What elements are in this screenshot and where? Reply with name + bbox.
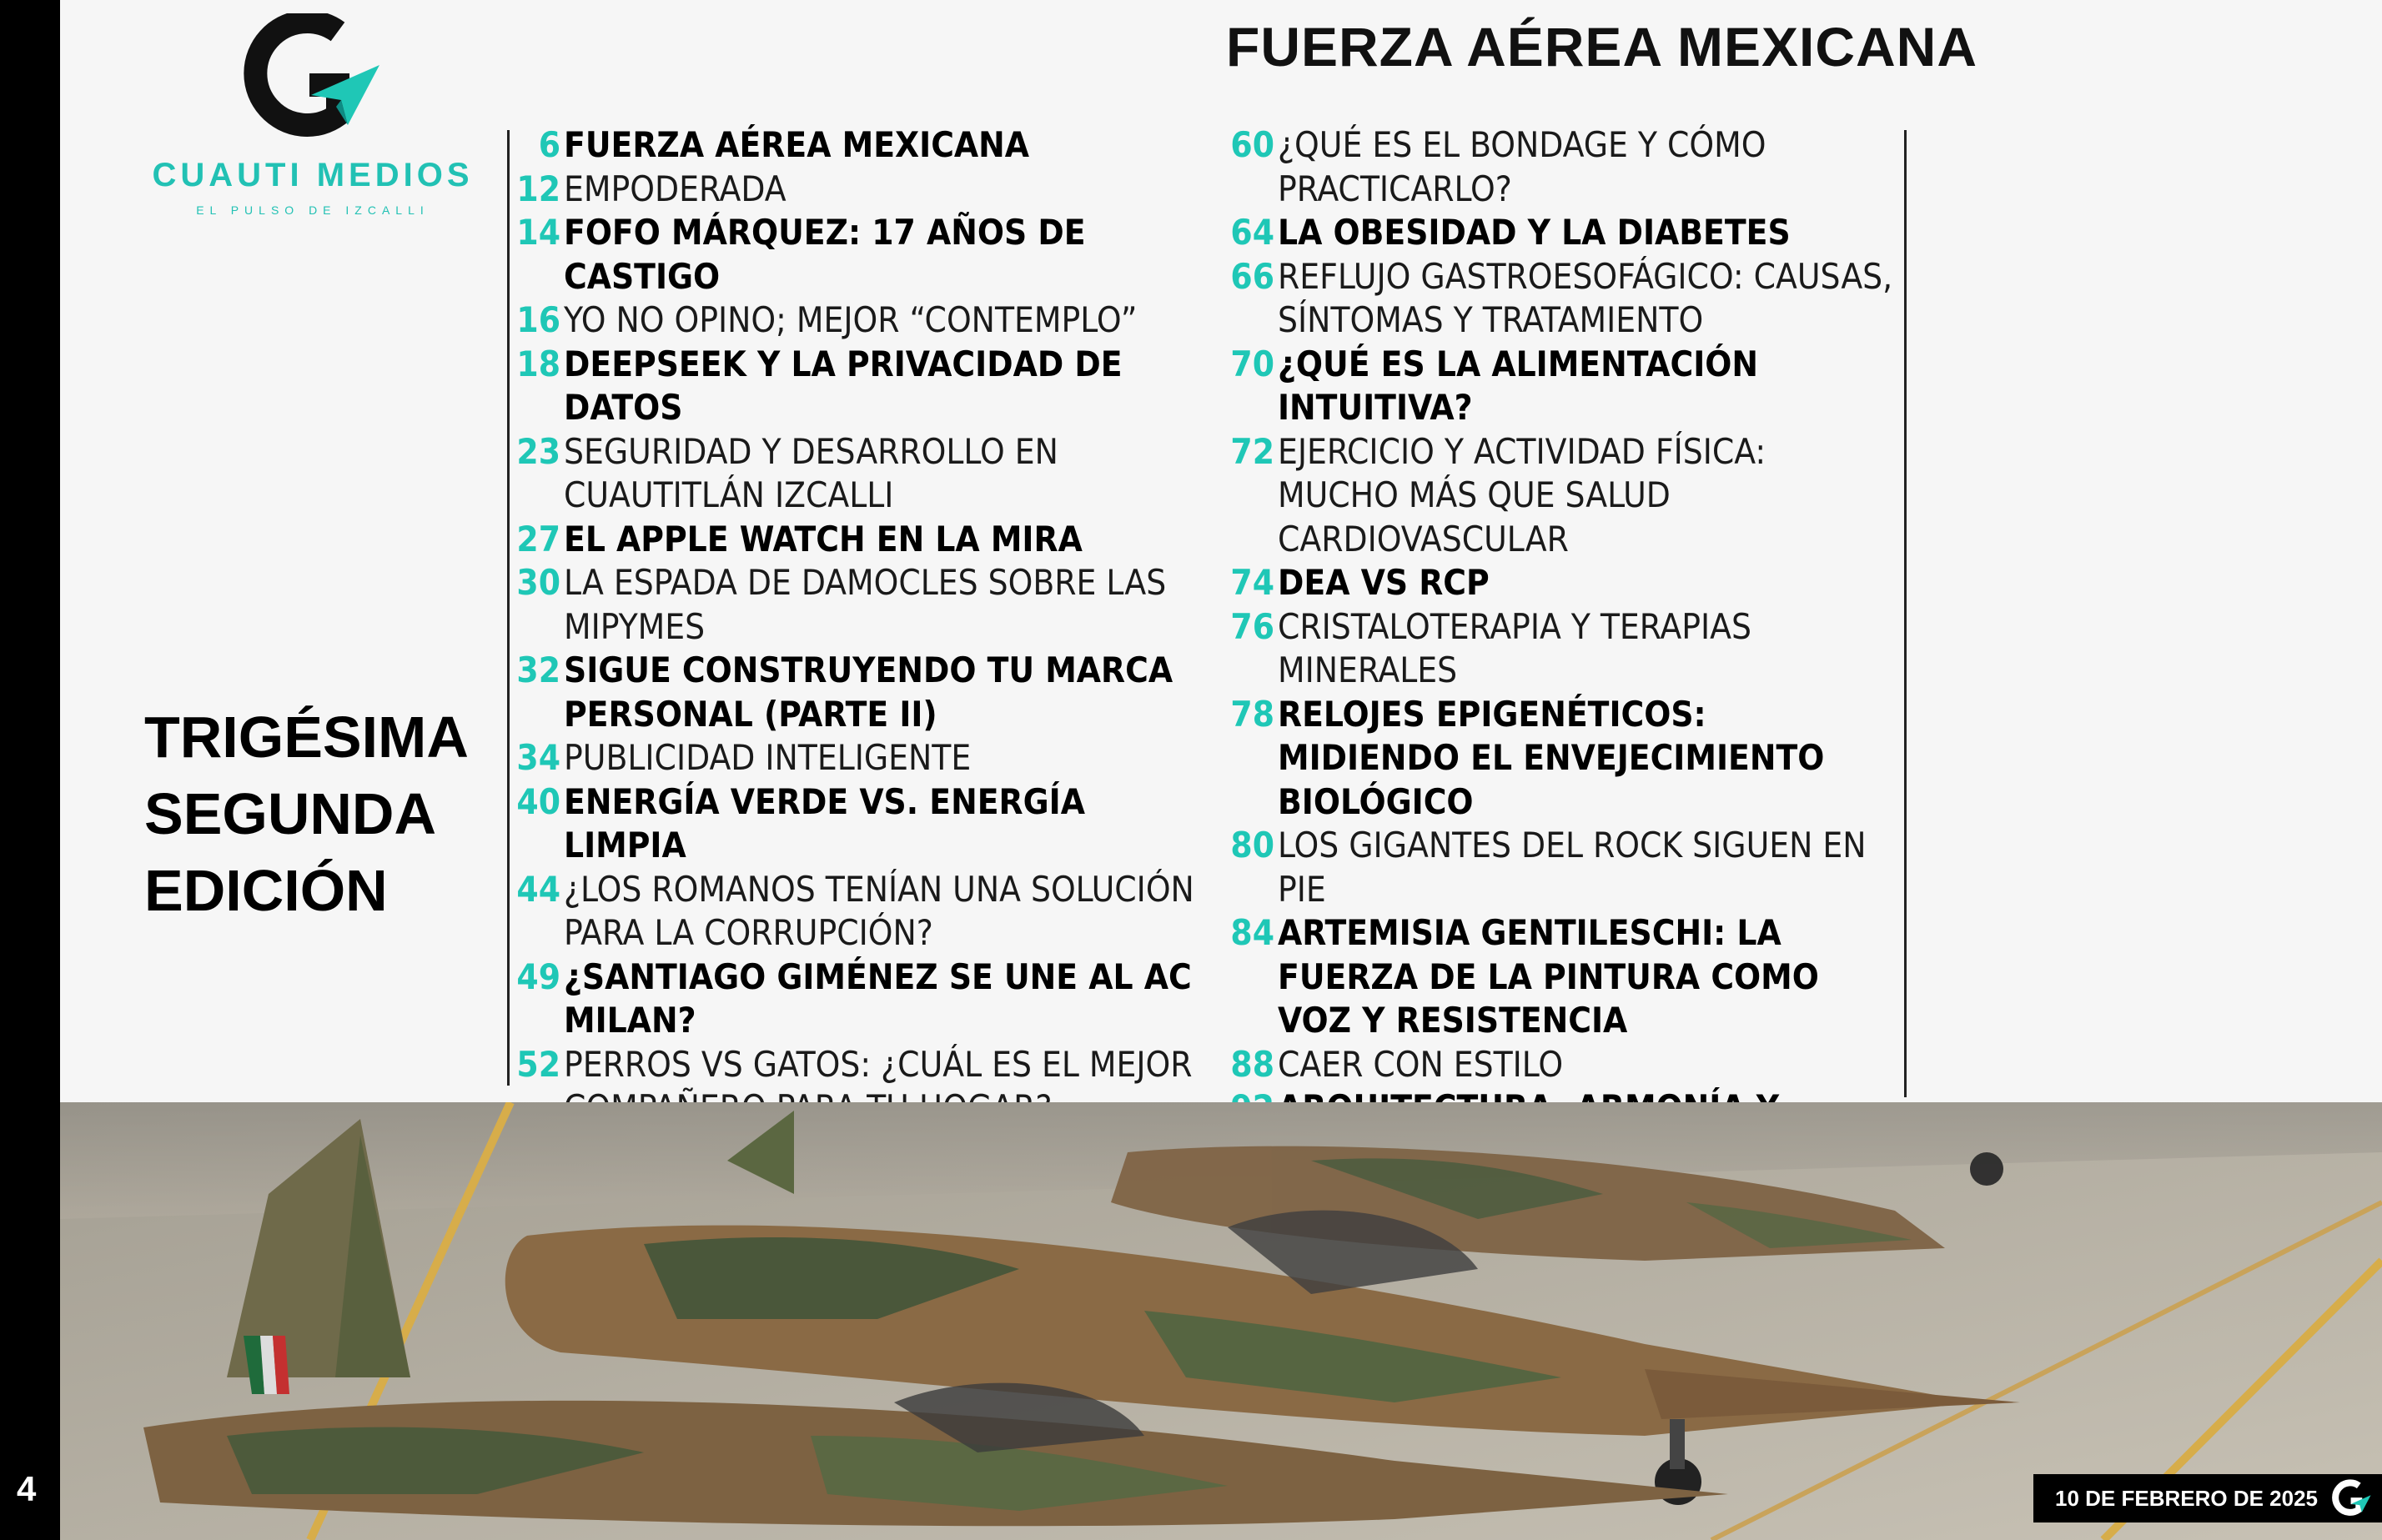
toc-page-number: 27: [516, 518, 560, 559]
toc-entry[interactable]: [1228, 561, 1895, 605]
toc-page-number: 12: [516, 168, 560, 209]
toc-page-number: 52: [516, 1043, 560, 1085]
toc-article-title: EL APPLE WATCH EN LA MIRA: [564, 518, 1083, 559]
toc-page-number: 16: [516, 299, 560, 340]
toc-entry[interactable]: [510, 211, 1206, 298]
page-number: 4: [17, 1469, 37, 1508]
toc-right-column: [1228, 123, 1895, 1262]
toc-page-number: 14: [516, 212, 560, 253]
toc-page-number: 49: [516, 956, 560, 997]
toc-entry[interactable]: [510, 123, 1206, 168]
edition-line: TRIGÉSIMA: [144, 705, 469, 770]
edition-label: [144, 699, 469, 929]
toc-page-number: 76: [1230, 605, 1274, 647]
toc-page-number: 6: [538, 124, 560, 165]
toc-article-title: RELOJES EPIGENÉTICOS: MIDIENDO EL ENVEJECIMIENTO BIOLÓGICO: [1278, 693, 1825, 822]
toc-page-number: 60: [1230, 124, 1274, 165]
toc-article-title: REFLUJO GASTROESOFÁGICO: CAUSAS, SÍNTOMAS Y TRATAMIENTO: [1278, 255, 1893, 340]
toc-page-number: 70: [1230, 343, 1274, 384]
date-badge: [2033, 1474, 2382, 1522]
toc-entry[interactable]: [1228, 255, 1895, 343]
toc-entry[interactable]: [510, 343, 1206, 430]
toc-page-number: 78: [1230, 693, 1274, 735]
toc-entry[interactable]: [510, 168, 1206, 212]
toc-entry[interactable]: [1228, 430, 1895, 562]
issue-date: 10 DE FEBRERO DE 2025: [2055, 1486, 2319, 1511]
toc-article-title: YO NO OPINO; MEJOR “CONTEMPLO”: [564, 299, 1138, 340]
column-divider: [1904, 130, 1907, 1097]
toc-entry[interactable]: [510, 298, 1206, 343]
toc-entry[interactable]: [1228, 824, 1895, 911]
brand-logo: [146, 13, 480, 217]
toc-page-number: 40: [516, 780, 560, 822]
column-divider: [507, 130, 510, 1086]
edition-line: EDICIÓN: [144, 858, 388, 923]
toc-page-number: 84: [1230, 912, 1274, 953]
toc-entry[interactable]: [510, 736, 1206, 780]
toc-article-title: ¿QUÉ ES LA ALIMENTACIÓN INTUITIVA?: [1278, 343, 1759, 428]
toc-article-title: SEGURIDAD Y DESARROLLO EN CUAUTITLÁN IZCALLI: [564, 430, 1058, 515]
toc-entry[interactable]: [510, 430, 1206, 518]
toc-entry[interactable]: [510, 518, 1206, 562]
toc-entry[interactable]: [1228, 693, 1895, 825]
brand-tagline: EL PULSO DE IZCALLI: [196, 203, 430, 217]
brand-name: CUAUTI MEDIOS: [152, 157, 474, 193]
toc-article-title: ¿SANTIAGO GIMÉNEZ SE UNE AL AC MILAN?: [564, 956, 1192, 1041]
toc-article-title: DEEPSEEK Y LA PRIVACIDAD DE DATOS: [564, 343, 1123, 428]
toc-page-number: 30: [516, 562, 560, 603]
cuauti-g-arrow-icon: [238, 13, 384, 138]
toc-article-title: ¿QUÉ ES EL BONDAGE Y CÓMO PRACTICARLO?: [1278, 124, 1766, 209]
toc-page-number: 44: [516, 868, 560, 910]
toc-page-number: 23: [516, 430, 560, 472]
toc-page-number: 88: [1230, 1043, 1274, 1085]
toc-entry[interactable]: [510, 868, 1206, 956]
toc-article-title: EMPODERADA: [564, 168, 786, 209]
toc-entry[interactable]: [1228, 343, 1895, 430]
toc-page-number: 34: [516, 737, 560, 778]
toc-article-title: SIGUE CONSTRUYENDO TU MARCA PERSONAL (PARTE II): [564, 650, 1173, 735]
left-black-strip: [0, 0, 60, 1540]
toc-page-number: 32: [516, 650, 560, 690]
toc-entry[interactable]: [1228, 123, 1895, 211]
toc-entry[interactable]: [1228, 911, 1895, 1043]
toc-article-title: DEA VS RCP: [1278, 562, 1490, 603]
cuauti-g-arrow-icon: [2330, 1479, 2372, 1517]
toc-page-number: 74: [1230, 562, 1274, 603]
toc-article-title: ENERGÍA VERDE VS. ENERGÍA LIMPIA: [564, 780, 1085, 865]
toc-article-title: FOFO MÁRQUEZ: 17 AÑOS DE CASTIGO: [564, 212, 1086, 297]
page-title: FUERZA AÉREA MEXICANA: [1226, 16, 1978, 78]
toc-page-number: 64: [1230, 212, 1274, 253]
toc-page-number: 80: [1230, 825, 1274, 865]
toc-entry[interactable]: [1228, 211, 1895, 255]
toc-entry[interactable]: [510, 780, 1206, 868]
toc-page-number: 72: [1230, 430, 1274, 472]
toc-entry[interactable]: [510, 561, 1206, 649]
toc-left-column: [510, 123, 1206, 1174]
toc-entry[interactable]: [510, 956, 1206, 1043]
toc-entry[interactable]: [1228, 1043, 1895, 1087]
toc-article-title: LA ESPADA DE DAMOCLES SOBRE LAS MIPYMES: [564, 562, 1167, 647]
toc-page-number: 18: [516, 343, 560, 384]
toc-article-title: LOS GIGANTES DEL ROCK SIGUEN EN PIE: [1278, 825, 1867, 910]
edition-line: SEGUNDA: [144, 781, 437, 846]
toc-article-title: FUERZA AÉREA MEXICANA: [564, 124, 1030, 165]
toc-article-title: PUBLICIDAD INTELIGENTE: [564, 737, 972, 778]
toc-entry[interactable]: [1228, 605, 1895, 693]
toc-page-number: 66: [1230, 255, 1274, 297]
toc-article-title: CAER CON ESTILO: [1278, 1043, 1564, 1085]
toc-article-title: EJERCICIO Y ACTIVIDAD FÍSICA: MUCHO MÁS QUE SALUD CARDIOVASCULAR: [1278, 430, 1766, 559]
toc-article-title: ARTEMISIA GENTILESCHI: LA FUERZA DE LA PINTURA COMO VOZ Y RESISTENCIA: [1278, 912, 1819, 1041]
toc-article-title: LA OBESIDAD Y LA DIABETES: [1278, 212, 1791, 253]
toc-entry[interactable]: [510, 649, 1206, 736]
toc-article-title: PERROS VS GATOS: ¿CUÁL ES EL MEJOR: [564, 1043, 1193, 1085]
toc-article-title: ¿LOS ROMANOS TENÍAN UNA SOLUCIÓN PARA LA CORRUPCIÓN?: [564, 868, 1194, 953]
toc-article-title: CRISTALOTERAPIA Y TERAPIAS MINERALES: [1278, 605, 1751, 690]
